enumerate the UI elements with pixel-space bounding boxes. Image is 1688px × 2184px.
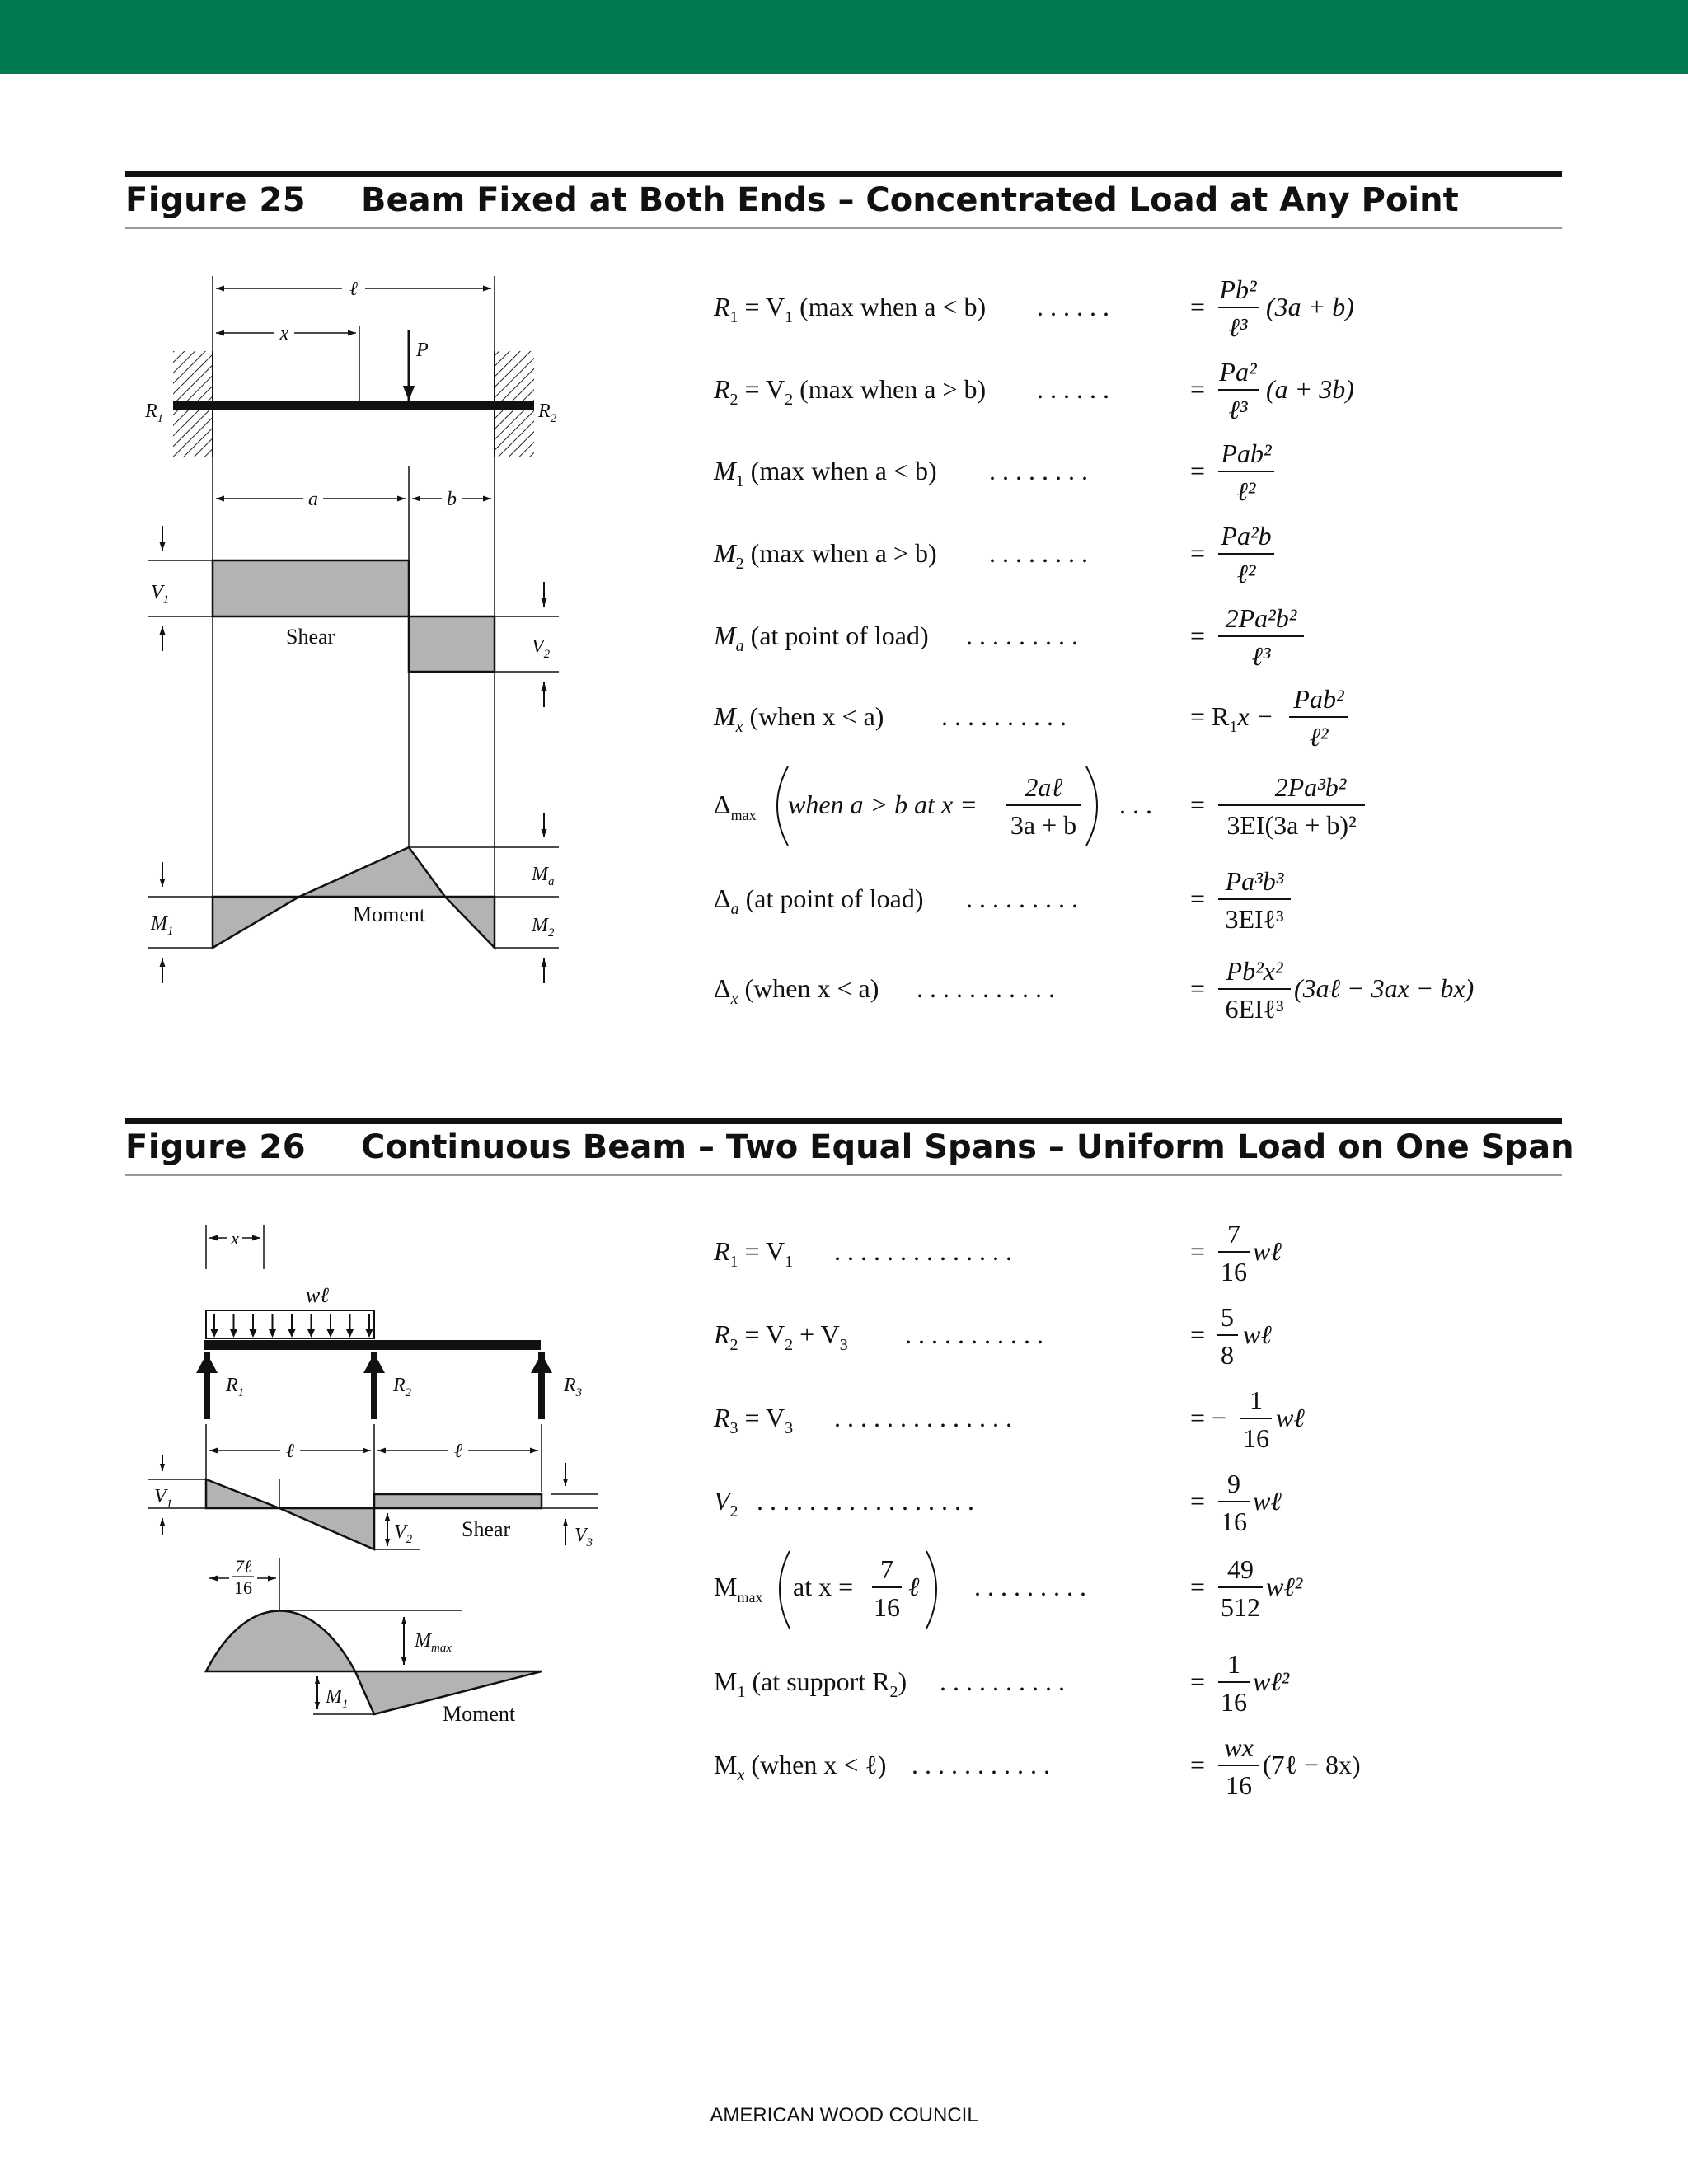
svg-text:R2 = V2 (max when a > b): $R_2 = V_2$ (max when a > b) [714, 374, 987, 409]
svg-text:. . . . . . . . . . .: . . . . . . . . . . . [917, 973, 1055, 1003]
moment-positive [299, 847, 445, 897]
svg-text:. . . . . .: . . . . . . [1037, 292, 1109, 321]
svg-text:=: = [1190, 1572, 1206, 1601]
svg-text:16: 16 [874, 1592, 900, 1622]
figure26-formulas [709, 1212, 1533, 1813]
v1-label: $V_1$ [154, 1486, 173, 1511]
svg-text:=: = [1190, 790, 1206, 819]
svg-text:16: 16 [1226, 1770, 1252, 1800]
svg-text:5: 5 [1221, 1302, 1234, 1332]
m2-label: $M_2$ [532, 915, 555, 940]
v1-label: $V_1$ [151, 582, 170, 607]
figure26-title: Continuous Beam – Two Equal Spans – Uniform Load on One Span [361, 1128, 1574, 1166]
mmax-label: $M_{max}$ [415, 1630, 452, 1655]
svg-text:= R1x −: = $R_1x$ − [1190, 701, 1274, 736]
header-underline [125, 227, 1562, 229]
v3-label: $V_3$ [574, 1525, 593, 1549]
svg-text:. . . . . . . . . .: . . . . . . . . . . [940, 1666, 1065, 1696]
svg-text:. . . . . . . .: . . . . . . . . [989, 456, 1088, 485]
header-rule [125, 1118, 1562, 1124]
svg-text:M1 (max when a < b): $M_1$ (max when a < b) [714, 456, 937, 490]
svg-text:(3aℓ − 3ax − bx): (3aℓ − 3ax − bx) [1294, 973, 1475, 1003]
svg-text:Mx (when x < ℓ): $M_x$ (when x < ℓ) [714, 1750, 887, 1784]
formula-m1 [714, 1649, 1291, 1717]
svg-text:. . . . . . . . . . . . . . .: . . . . . . . . . . . . . . . . . [757, 1486, 974, 1516]
figure26-label: Figure 26 [125, 1128, 307, 1166]
svg-text:Pa³b³: Pa³b³ [1225, 866, 1284, 896]
moment-positive [206, 1611, 355, 1672]
svg-text:. . . . . . . . . . . . . .: . . . . . . . . . . . . . . [834, 1236, 1012, 1266]
svg-text:49: 49 [1227, 1554, 1254, 1584]
figure25-diagram [132, 264, 593, 989]
svg-text:ℓ³: ℓ³ [1228, 395, 1248, 424]
formula-ma [713, 603, 1304, 671]
load-arrow-head [326, 1329, 335, 1338]
svg-text:3EI(3a + b)²: 3EI(3a + b)² [1226, 810, 1357, 840]
svg-text:(a + 3b): (a + 3b) [1266, 374, 1354, 404]
formula-r1 [713, 1219, 1282, 1286]
svg-text:7: 7 [880, 1554, 893, 1584]
svg-text:Δa (at point of load): $\Delta_a$ (at point of load) [714, 883, 924, 918]
formula-delta-max [714, 766, 1365, 846]
svg-text:R2 = V2 + V3: $R_2 = V_2 + V_3$ [714, 1319, 848, 1354]
svg-text:M1 (at support R2): $M_1$ (at support $R_2$) [714, 1666, 907, 1701]
svg-text:=: = [1190, 456, 1206, 485]
moment-label: Moment [443, 1702, 516, 1726]
svg-text:wℓ: wℓ [1276, 1403, 1305, 1432]
x-label: x [279, 323, 289, 344]
svg-text:=: = [1190, 292, 1206, 321]
formula-delta-x [714, 956, 1474, 1024]
svg-text:when a > b at x =: when a > b at x = [788, 790, 978, 819]
svg-text:(7ℓ − 8x): (7ℓ − 8x) [1263, 1750, 1361, 1779]
svg-text:512: 512 [1221, 1592, 1260, 1622]
svg-text:16: 16 [1221, 1687, 1247, 1717]
r2-label: $R_2$ [538, 401, 557, 425]
shear-positive [206, 1479, 279, 1508]
svg-text:Pb²x²: Pb²x² [1226, 956, 1283, 986]
figure26-diagram [132, 1212, 626, 1739]
shear-negative [279, 1508, 374, 1549]
svg-text:. . .: . . . [1119, 790, 1152, 819]
r2-label: $R_2$ [393, 1375, 412, 1399]
svg-text:Mx (when x < a): $M_x$ (when x < a) [714, 701, 884, 736]
svg-text:16: 16 [1243, 1423, 1269, 1453]
load-arrow-head [346, 1329, 354, 1338]
v2-label: $V_2$ [394, 1521, 413, 1546]
beam [173, 401, 534, 410]
svg-text:7: 7 [1227, 1219, 1240, 1249]
load-arrows [210, 1314, 373, 1338]
svg-text:6EIℓ³: 6EIℓ³ [1225, 994, 1284, 1024]
r3-label: $R_3$ [564, 1375, 583, 1399]
length-label: ℓ [349, 279, 358, 300]
svg-text:=: = [1190, 374, 1206, 404]
svg-text:=: = [1190, 1666, 1206, 1696]
svg-text:ℓ²: ℓ² [1236, 559, 1256, 588]
x-label: x [231, 1228, 239, 1249]
span2-label: ℓ [454, 1441, 462, 1462]
svg-text:. . . . . . . .: . . . . . . . . [989, 538, 1088, 568]
svg-text:. . . . . . . . .: . . . . . . . . . [966, 883, 1078, 913]
svg-text:Ma (at point of load): $M_a$ (at point of load) [714, 621, 929, 655]
location-denominator: 16 [234, 1577, 252, 1598]
svg-text:Δx (when x < a): $\Delta_x$ (when x < a) [714, 973, 879, 1008]
svg-text:2Pa³b²: 2Pa³b² [1274, 772, 1347, 802]
ma-label: $M_a$ [532, 864, 555, 888]
svg-text:wℓ: wℓ [1253, 1236, 1282, 1266]
footer-publisher: AMERICAN WOOD COUNCIL [710, 2104, 978, 2126]
formula-m1 [713, 438, 1274, 506]
load-arrow-head [210, 1329, 218, 1338]
shear-label: Shear [286, 625, 335, 649]
svg-text:2aℓ: 2aℓ [1025, 772, 1062, 802]
load-label: wℓ [305, 1283, 330, 1307]
svg-text:=: = [1190, 973, 1206, 1003]
svg-text:. . . . . . . . . . . . . .: . . . . . . . . . . . . . . [834, 1403, 1012, 1432]
location-numerator: 7ℓ [234, 1556, 252, 1577]
b-label: b [447, 489, 457, 510]
svg-text:2Pa²b²: 2Pa²b² [1225, 603, 1297, 633]
formula-r3 [713, 1385, 1305, 1453]
figure25-formulas [709, 264, 1533, 1038]
svg-text:Pab²: Pab² [1293, 684, 1344, 714]
svg-text:Δmax: $\Delta_{max}$ [714, 790, 757, 823]
span1-label: ℓ [286, 1441, 294, 1462]
moment-neg-left [213, 897, 299, 948]
header-rule [125, 171, 1562, 177]
svg-text:9: 9 [1227, 1469, 1240, 1498]
svg-text:=: = [1190, 1236, 1206, 1266]
svg-text:at x =: at x = [793, 1572, 854, 1601]
svg-text:wx: wx [1224, 1732, 1254, 1762]
svg-text:. . . . . . . . .: . . . . . . . . . [974, 1572, 1086, 1601]
formula-m2 [713, 521, 1274, 588]
m1-label: $M_1$ [326, 1686, 349, 1711]
formula-mmax [714, 1551, 1304, 1629]
load-arrow-head [307, 1329, 316, 1338]
formula-r2 [713, 1302, 1272, 1370]
formula-delta-a [714, 866, 1291, 934]
svg-text:. . . . . .: . . . . . . [1037, 374, 1109, 404]
svg-text:. . . . . . . . .: . . . . . . . . . [966, 621, 1078, 650]
svg-text:ℓ³: ℓ³ [1228, 312, 1248, 342]
svg-text:wℓ: wℓ [1253, 1486, 1282, 1516]
figure26-header [125, 1118, 1574, 1176]
svg-text:wℓ: wℓ [1243, 1319, 1272, 1349]
svg-text:= −: = − [1190, 1403, 1227, 1432]
shear-positive [213, 560, 409, 616]
svg-text:ℓ²: ℓ² [1309, 722, 1329, 752]
load-arrow-head [365, 1329, 373, 1338]
svg-text:3a + b: 3a + b [1010, 810, 1077, 840]
svg-text:R3 = V3: $R_3 = V_3$ [714, 1403, 794, 1437]
shear-label: Shear [462, 1517, 511, 1541]
load-arrow-head [269, 1329, 277, 1338]
load-arrow-head [230, 1329, 238, 1338]
formula-r2 [713, 357, 1354, 424]
svg-text:Pa²: Pa² [1219, 357, 1257, 387]
formula-mx [714, 1732, 1361, 1800]
svg-text:ℓ: ℓ [908, 1572, 920, 1601]
svg-text:Pa²b: Pa²b [1221, 521, 1272, 551]
svg-text:wℓ²: wℓ² [1253, 1666, 1290, 1696]
svg-text:=: = [1190, 1486, 1206, 1516]
v2-label: $V_2$ [532, 636, 551, 661]
formula-r1 [713, 274, 1354, 342]
svg-text:Pb²: Pb² [1219, 274, 1257, 304]
svg-text:16: 16 [1221, 1507, 1247, 1536]
svg-text:=: = [1190, 883, 1206, 913]
svg-text:. . . . . . . . . . .: . . . . . . . . . . . [912, 1750, 1050, 1779]
moment-label: Moment [353, 902, 426, 926]
r1-label: $R_1$ [226, 1375, 245, 1399]
load-arrow-head [249, 1329, 257, 1338]
svg-text:1: 1 [1227, 1649, 1240, 1679]
load-label: P [416, 340, 429, 361]
top-color-bar [0, 0, 1688, 74]
a-label: a [308, 489, 318, 510]
svg-text:M2 (max when a > b): $M_2$ (max when a > b) [714, 538, 937, 573]
shear-negative [409, 616, 495, 672]
svg-text:=: = [1190, 1319, 1206, 1349]
header-underline [125, 1174, 1562, 1176]
svg-text:. . . . . . . . . . .: . . . . . . . . . . . [905, 1319, 1043, 1349]
moment-neg-right [445, 897, 495, 948]
figure25-title: Beam Fixed at Both Ends – Concentrated Load at Any Point [361, 181, 1459, 219]
load-arrow-head [288, 1329, 296, 1338]
svg-text:wℓ²: wℓ² [1266, 1572, 1303, 1601]
svg-text:3EIℓ³: 3EIℓ³ [1225, 904, 1284, 934]
svg-text:ℓ²: ℓ² [1236, 476, 1256, 506]
svg-text:ℓ³: ℓ³ [1251, 641, 1271, 671]
svg-text:1: 1 [1250, 1385, 1263, 1415]
figure25-label: Figure 25 [125, 181, 307, 219]
svg-text:8: 8 [1221, 1340, 1234, 1370]
beam [204, 1340, 541, 1350]
formula-v2 [714, 1469, 1282, 1536]
formula-mx [713, 684, 1348, 752]
svg-text:Mmax: $M_{max}$ [714, 1572, 763, 1605]
svg-text:. . . . . . . . . .: . . . . . . . . . . [941, 701, 1067, 731]
svg-text:16: 16 [1221, 1257, 1247, 1286]
svg-text:=: = [1190, 538, 1206, 568]
svg-text:V2: $V_2$ [714, 1486, 738, 1521]
svg-text:R1 = V1 (max when a < b): $R_1 = V_1$ (max when a < b) [714, 292, 987, 326]
m1-label: $M_1$ [151, 913, 174, 938]
svg-text:R1 = V1: $R_1 = V_1$ [714, 1236, 794, 1271]
r1-label: $R_1$ [145, 401, 164, 425]
figure25-header [125, 171, 1562, 229]
shear-right-span [374, 1494, 542, 1508]
svg-text:Pab²: Pab² [1221, 438, 1272, 468]
svg-text:=: = [1190, 1750, 1206, 1779]
svg-text:=: = [1190, 621, 1206, 650]
svg-text:(3a + b): (3a + b) [1266, 292, 1354, 321]
